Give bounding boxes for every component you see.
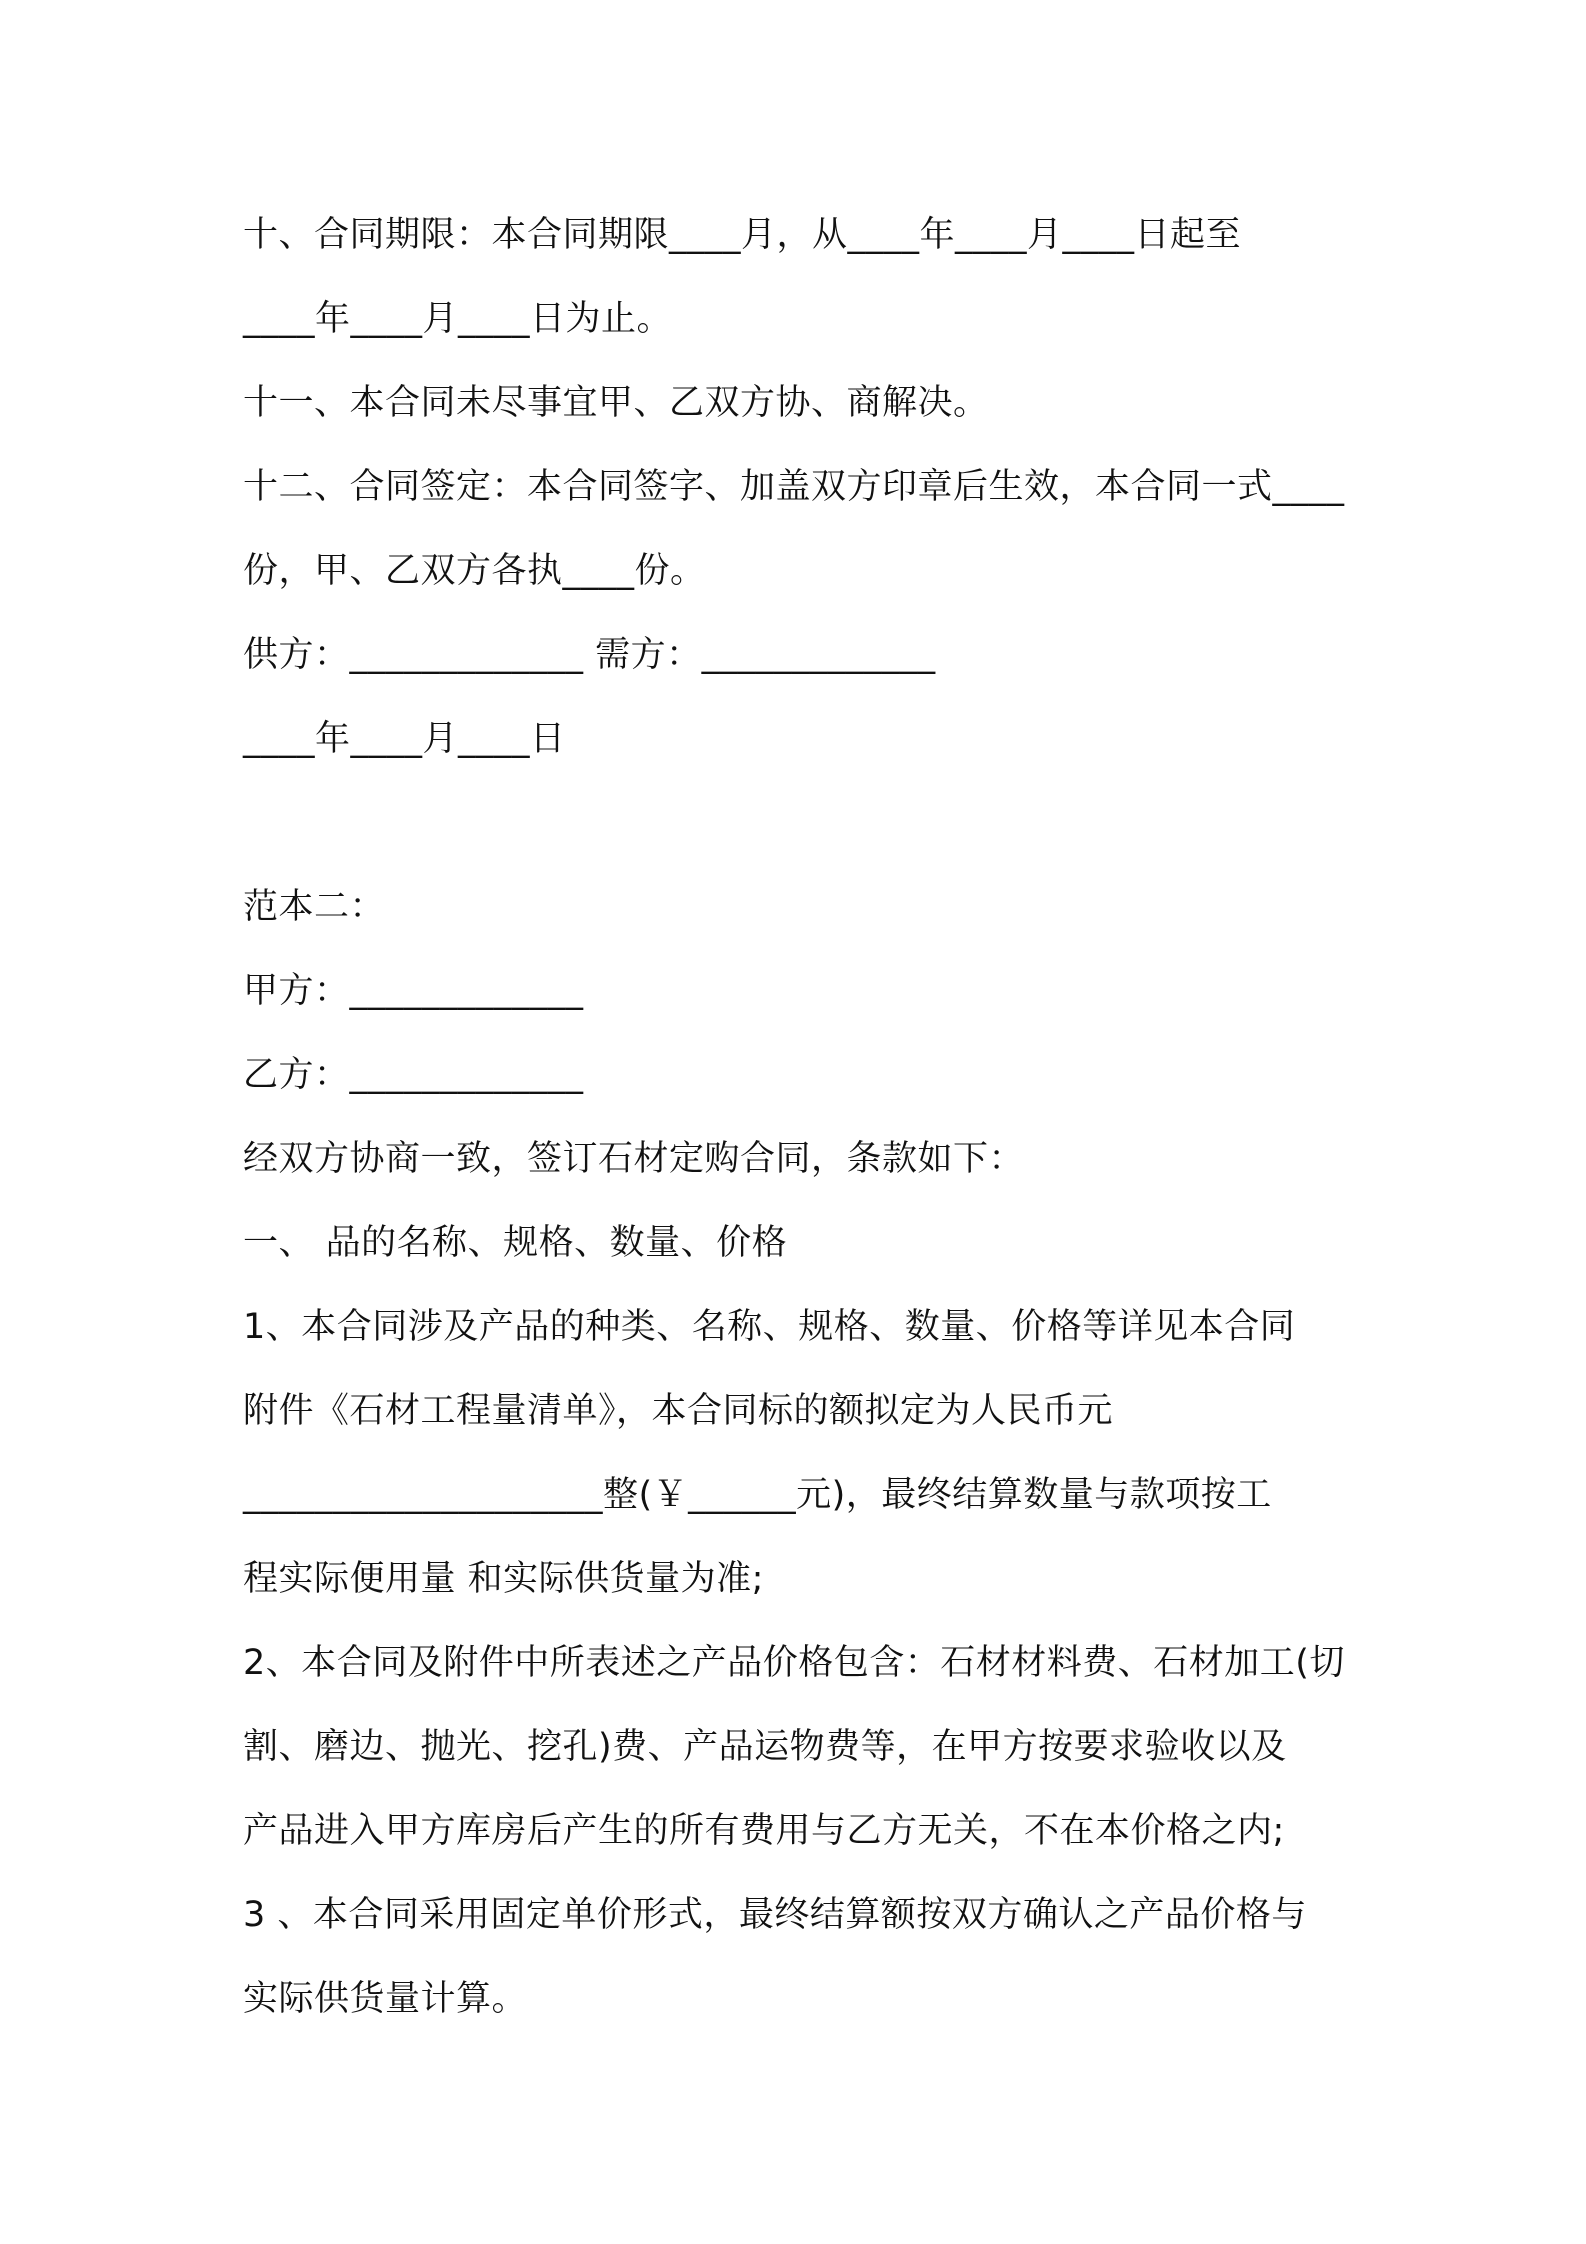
item-2-line-3: 产品进入甲方库房后产生的所有费用与乙方无关，不在本价格之内; [243,1811,1285,1851]
clause-10-term-line-1: 十、合同期限：本合同期限____月，从____年____月____日起至 [243,215,1242,255]
clause-11-line: 十一、本合同未尽事宜甲、乙双方协、商解决。 [243,383,989,423]
clause-12-signing-line-1: 十二、合同签定：本合同签字、加盖双方印章后生效，本合同一式____ [243,467,1345,507]
template-two-heading: 范本二： [243,887,386,927]
item-3-line-2: 实际供货量计算。 [243,1979,528,2019]
clause-12-signing-line-2: 份，甲、乙双方各执____份。 [243,551,706,591]
item-1-line-4: 程实际便用量 和实际供货量为准; [243,1559,764,1599]
blank-gap [243,781,1363,865]
supplier-buyer-line: 供方：_____________ 需方：_____________ [243,635,936,675]
intro-line: 经双方协商一致，签订石材定购合同，条款如下： [243,1139,1025,1179]
item-3-line-1: 3 、本合同采用固定单价形式，最终结算额按双方确认之产品价格与 [243,1895,1307,1935]
party-a-line: 甲方：_____________ [243,971,584,1011]
item-2-line-1: 2、本合同及附件中所表述之产品价格包含：石材材料费、石材加工(切 [243,1643,1345,1683]
item-1-line-3: ____________________整(￥______元)，最终结算数量与款项按工 [243,1475,1272,1515]
document-body [243,193,1363,2041]
clause-10-term-line-2: ____年____月____日为止。 [243,299,673,339]
item-1-line-2: 附件《石材工程量清单》，本合同标的额拟定为人民币元 [243,1391,1114,1431]
date-line: ____年____月____日 [243,719,566,759]
section-1-heading: 一、 品的名称、规格、数量、价格 [243,1223,788,1263]
party-b-line: 乙方：_____________ [243,1055,584,1095]
item-2-line-2: 割、磨边、抛光、挖孔)费、产品运物费等，在甲方按要求验收以及 [243,1727,1287,1767]
item-1-line-1: 1、本合同涉及产品的种类、名称、规格、数量、价格等详见本合同 [243,1307,1296,1347]
